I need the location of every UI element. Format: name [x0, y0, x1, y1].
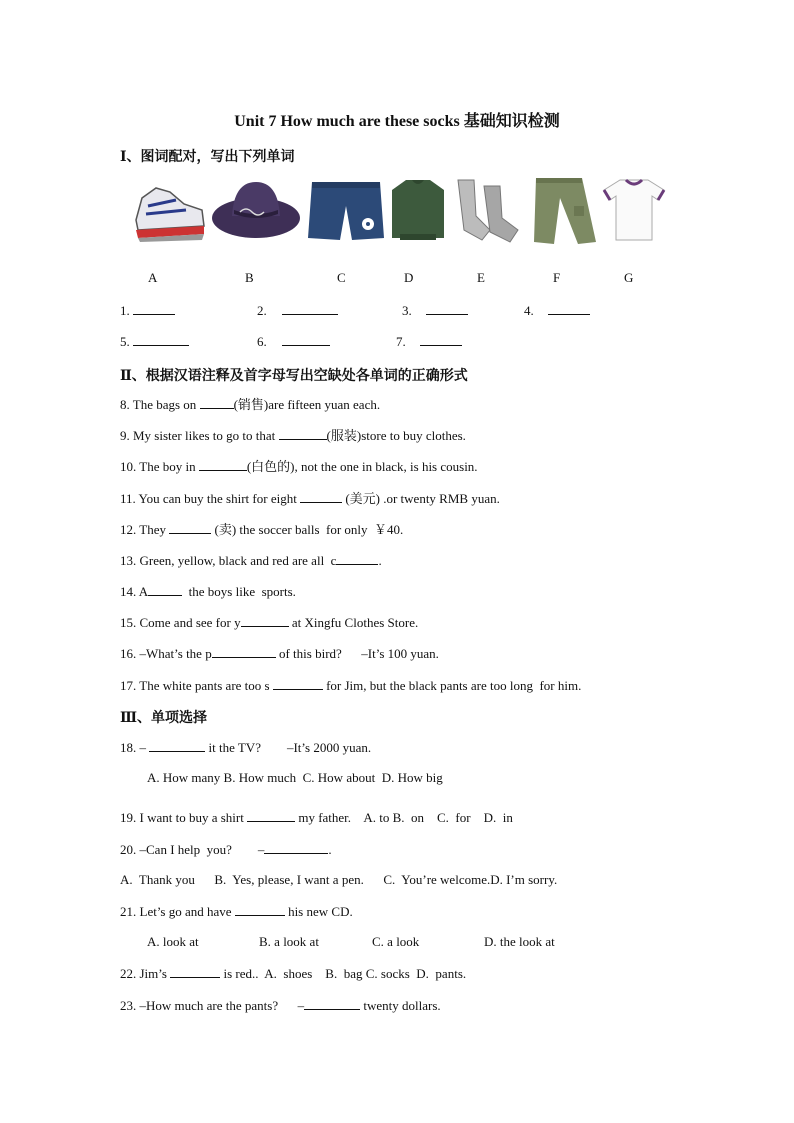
section1-heading: Ⅰ、图词配对，写出下列单词 [120, 150, 295, 165]
sweater-picture [390, 176, 446, 246]
answer-blank[interactable] [241, 614, 289, 627]
question-18: 18. – it the TV? –It’s 2000 yuan. [120, 740, 372, 755]
answer-blank[interactable] [300, 490, 342, 503]
question-8: 8. The bags on (销售)are fifteen yuan each. [120, 397, 381, 412]
answer-blank[interactable] [247, 809, 295, 822]
answer-6: 6. [257, 333, 330, 350]
question-11: 11. You can buy the shirt for eight (美元) .or twenty RMB yuan. [120, 491, 500, 506]
picture-letter-g: G [624, 270, 634, 285]
picture-letter-b: B [245, 270, 254, 285]
question-10: 10. The boy in (白色的), not the one in black, is his cousin. [120, 459, 478, 474]
picture-letter-a: A [148, 270, 158, 285]
answer-blank[interactable] [282, 333, 330, 346]
question-20-options: A. Thank you B. Yes, please, I want a pen. C. You’re welcome.D. I’m sorry. [120, 872, 558, 887]
answer-3: 3. [402, 302, 468, 319]
answer-1: 1. [120, 302, 175, 319]
question-21-option-d: D. the look at [484, 934, 555, 949]
picture-letter-f: F [553, 270, 561, 285]
answer-blank[interactable] [279, 427, 327, 440]
question-21-option-a: A. look at [147, 934, 199, 949]
answer-blank[interactable] [170, 965, 220, 978]
answer-blank[interactable] [304, 997, 360, 1010]
answer-blank[interactable] [235, 903, 285, 916]
question-14: 14. A the boys like sports. [120, 584, 296, 599]
question-9: 9. My sister likes to go to that (服装)store to buy clothes. [120, 428, 466, 443]
answer-5: 5. [120, 333, 189, 350]
picture-letter-e: E [477, 270, 485, 285]
sneakers-picture [130, 176, 208, 246]
question-20: 20. –Can I help you? – . [120, 842, 332, 857]
answer-blank[interactable] [426, 302, 468, 315]
question-21-option-c: C. a look [372, 934, 420, 949]
section2-heading: Ⅱ、根据汉语注释及首字母写出空缺处各单词的正确形式 [120, 369, 468, 384]
socks-picture [450, 176, 522, 246]
question-12: 12. They (卖) the soccer balls for only ￥40. [120, 522, 404, 537]
shorts-picture [306, 176, 386, 246]
hat-picture [210, 176, 302, 246]
answer-blank[interactable] [133, 302, 175, 315]
answer-blank[interactable] [148, 583, 182, 596]
answer-blank[interactable] [169, 521, 211, 534]
question-15: 15. Come and see for y at Xingfu Clothes Store. [120, 615, 419, 630]
question-17: 17. The white pants are too s for Jim, but the black pants are too long for him. [120, 678, 582, 693]
answer-blank[interactable] [149, 739, 205, 752]
pants-picture [526, 176, 600, 246]
picture-letter-d: D [404, 270, 414, 285]
section3-heading: Ⅲ、单项选择 [120, 711, 208, 726]
answer-blank[interactable] [273, 677, 323, 690]
question-22: 22. Jim’s is red.. A. shoes B. bag C. socks D. pants. [120, 966, 467, 981]
picture-letter-c: C [337, 270, 346, 285]
question-21: 21. Let’s go and have his new CD. [120, 904, 353, 919]
answer-blank[interactable] [200, 396, 234, 409]
question-16: 16. –What’s the p of this bird? –It’s 100 yuan. [120, 646, 439, 661]
answer-blank[interactable] [199, 458, 247, 471]
answer-blank[interactable] [264, 841, 328, 854]
tshirt-picture [602, 176, 666, 246]
question-18-options: A. How many B. How much C. How about D. How big [147, 770, 443, 785]
answer-blank[interactable] [548, 302, 590, 315]
question-23: 23. –How much are the pants? – twenty dollars. [120, 998, 441, 1013]
answer-blank[interactable] [133, 333, 189, 346]
answer-blank[interactable] [336, 552, 378, 565]
answer-blank[interactable] [212, 645, 276, 658]
question-19: 19. I want to buy a shirt my father. A. to B. on C. for D. in [120, 810, 513, 825]
question-13: 13. Green, yellow, black and red are all c . [120, 553, 382, 568]
question-21-option-b: B. a look at [259, 934, 319, 949]
answer-7: 7. [396, 333, 462, 350]
answer-4: 4. [524, 302, 590, 319]
page-title: Unit 7 How much are these socks 基础知识检测 [234, 113, 560, 130]
answer-blank[interactable] [282, 302, 338, 315]
answer-blank[interactable] [420, 333, 462, 346]
answer-2: 2. [257, 302, 338, 319]
